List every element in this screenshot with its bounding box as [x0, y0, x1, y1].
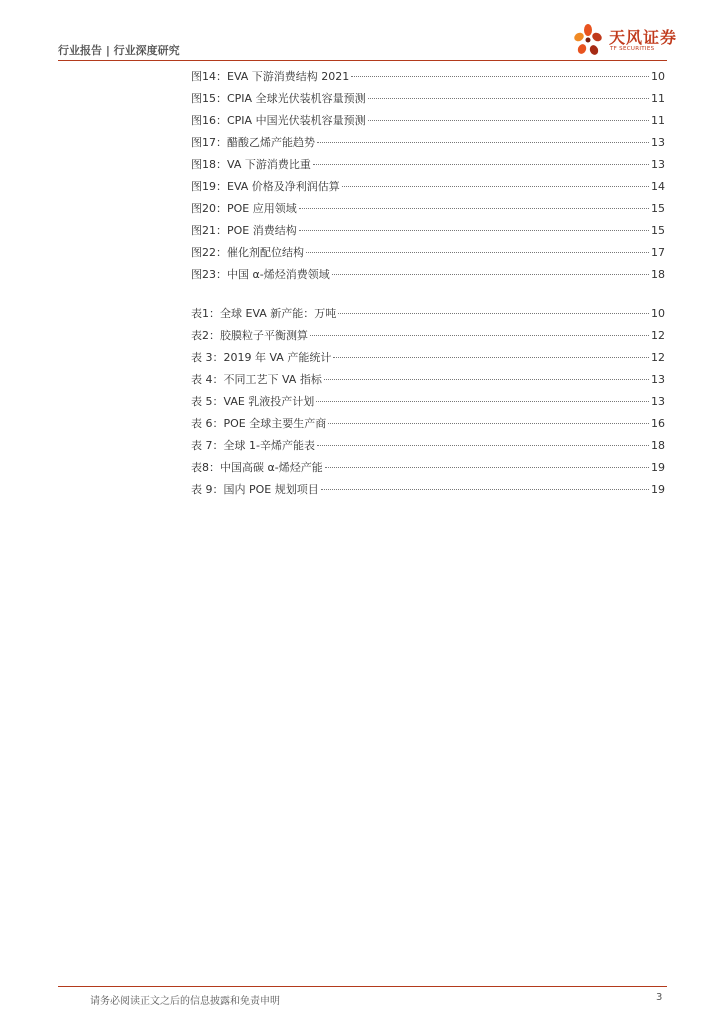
toc-dot-leader	[316, 401, 649, 402]
toc-entry-label: 图14：EVA 下游消费结构 2021	[191, 70, 350, 83]
toc-dot-leader	[324, 379, 649, 380]
toc-entry-page: 19	[651, 461, 665, 474]
toc-entry-page: 10	[651, 307, 665, 320]
toc-entry-label: 图21：POE 消费结构	[191, 224, 297, 237]
toc-figure-entry[interactable]	[191, 110, 665, 132]
toc-figure-entry[interactable]	[191, 88, 665, 110]
toc-dot-leader	[317, 142, 649, 143]
toc-entry-label: 表8：中国高碳 α-烯烃产能	[191, 461, 323, 474]
toc-entry-label: 图19：EVA 价格及净利润估算	[191, 180, 340, 193]
toc-entry-page: 17	[651, 246, 665, 259]
toc-entry-page: 12	[651, 351, 665, 364]
toc-dot-leader	[313, 164, 649, 165]
toc-entry-label: 表 7：全球 1-辛烯产能表	[191, 439, 315, 452]
toc-dot-leader	[299, 208, 649, 209]
toc-entry-label: 图23：中国 α-烯烃消费领域	[191, 268, 330, 281]
toc-figure-entry[interactable]	[191, 264, 665, 286]
figures-list	[191, 66, 665, 286]
toc-entry-page: 13	[651, 136, 665, 149]
toc-dot-leader	[351, 76, 649, 77]
toc-entry-label: 图17：醋酸乙烯产能趋势	[191, 136, 315, 149]
toc-figure-entry[interactable]	[191, 154, 665, 176]
toc-dot-leader	[306, 252, 649, 253]
toc-entry-label: 图15：CPIA 全球光伏装机容量预测	[191, 92, 366, 105]
toc-dot-leader	[317, 445, 649, 446]
toc-entry-label: 表 3：2019 年 VA 产能统计	[191, 351, 332, 364]
toc-entry-label: 表 9：国内 POE 规划项目	[191, 483, 319, 496]
toc-table-entry[interactable]	[191, 435, 665, 457]
toc-entry-label: 图20：POE 应用领域	[191, 202, 297, 215]
footer-disclaimer: 请务必阅读正文之后的信息披露和免责申明	[90, 996, 280, 1007]
toc-entry-page: 15	[651, 224, 665, 237]
toc-entry-page: 14	[651, 180, 665, 193]
logo-text: 天风证券	[609, 28, 678, 47]
toc-entry-label: 图16：CPIA 中国光伏装机容量预测	[191, 114, 366, 127]
toc-table-entry[interactable]	[191, 391, 665, 413]
footer-divider	[58, 986, 667, 987]
section-label: 行业报告 | 行业深度研究	[58, 44, 180, 57]
toc-entry-page: 13	[651, 158, 665, 171]
toc-figure-entry[interactable]	[191, 132, 665, 154]
toc-entry-page: 13	[651, 395, 665, 408]
toc-entry-page: 16	[651, 417, 665, 430]
toc-dot-leader	[321, 489, 649, 490]
page-number: 3	[656, 992, 663, 1003]
toc-entry-page: 12	[651, 329, 665, 342]
tables-list	[191, 303, 665, 501]
toc-table-entry[interactable]	[191, 413, 665, 435]
toc-dot-leader	[328, 423, 649, 424]
flower-logo-icon	[570, 22, 606, 60]
toc-entry-page: 18	[651, 268, 665, 281]
toc-entry-page: 13	[651, 373, 665, 386]
company-logo	[570, 22, 678, 60]
toc-dot-leader	[299, 230, 649, 231]
toc-dot-leader	[368, 120, 649, 121]
toc-entry-label: 表2：胶膜粒子平衡测算	[191, 329, 308, 342]
toc-entry-page: 15	[651, 202, 665, 215]
toc-dot-leader	[332, 274, 649, 275]
toc-entry-page: 18	[651, 439, 665, 452]
toc-entry-page: 10	[651, 70, 665, 83]
toc-entry-page: 19	[651, 483, 665, 496]
toc-dot-leader	[325, 467, 649, 468]
toc-figure-entry[interactable]	[191, 66, 665, 88]
toc-entry-label: 表 4：不同工艺下 VA 指标	[191, 373, 322, 386]
toc-entry-label: 图22：催化剂配位结构	[191, 246, 304, 259]
toc-entry-page: 11	[651, 92, 665, 105]
toc-dot-leader	[333, 357, 649, 358]
toc-entry-page: 11	[651, 114, 665, 127]
toc-entry-label: 表 6：POE 全球主要生产商	[191, 417, 327, 430]
toc-entry-label: 表 5：VAE 乳液投产计划	[191, 395, 315, 408]
toc-table-entry[interactable]	[191, 303, 665, 325]
toc-entry-label: 表1：全球 EVA 新产能：万吨	[191, 307, 337, 320]
header-divider	[58, 60, 667, 61]
toc-figure-entry[interactable]	[191, 220, 665, 242]
toc-dot-leader	[368, 98, 649, 99]
logo-subtext: TF SECURITIES	[610, 46, 655, 52]
toc-table-entry[interactable]	[191, 325, 665, 347]
toc-dot-leader	[338, 313, 649, 314]
toc-table-entry[interactable]	[191, 347, 665, 369]
toc-table-entry[interactable]	[191, 479, 665, 501]
toc-dot-leader	[310, 335, 649, 336]
toc-figure-entry[interactable]	[191, 242, 665, 264]
toc-figure-entry[interactable]	[191, 198, 665, 220]
toc-table-entry[interactable]	[191, 457, 665, 479]
toc-entry-label: 图18：VA 下游消费比重	[191, 158, 311, 171]
toc-figure-entry[interactable]	[191, 176, 665, 198]
toc-dot-leader	[342, 186, 649, 187]
toc-table-entry[interactable]	[191, 369, 665, 391]
